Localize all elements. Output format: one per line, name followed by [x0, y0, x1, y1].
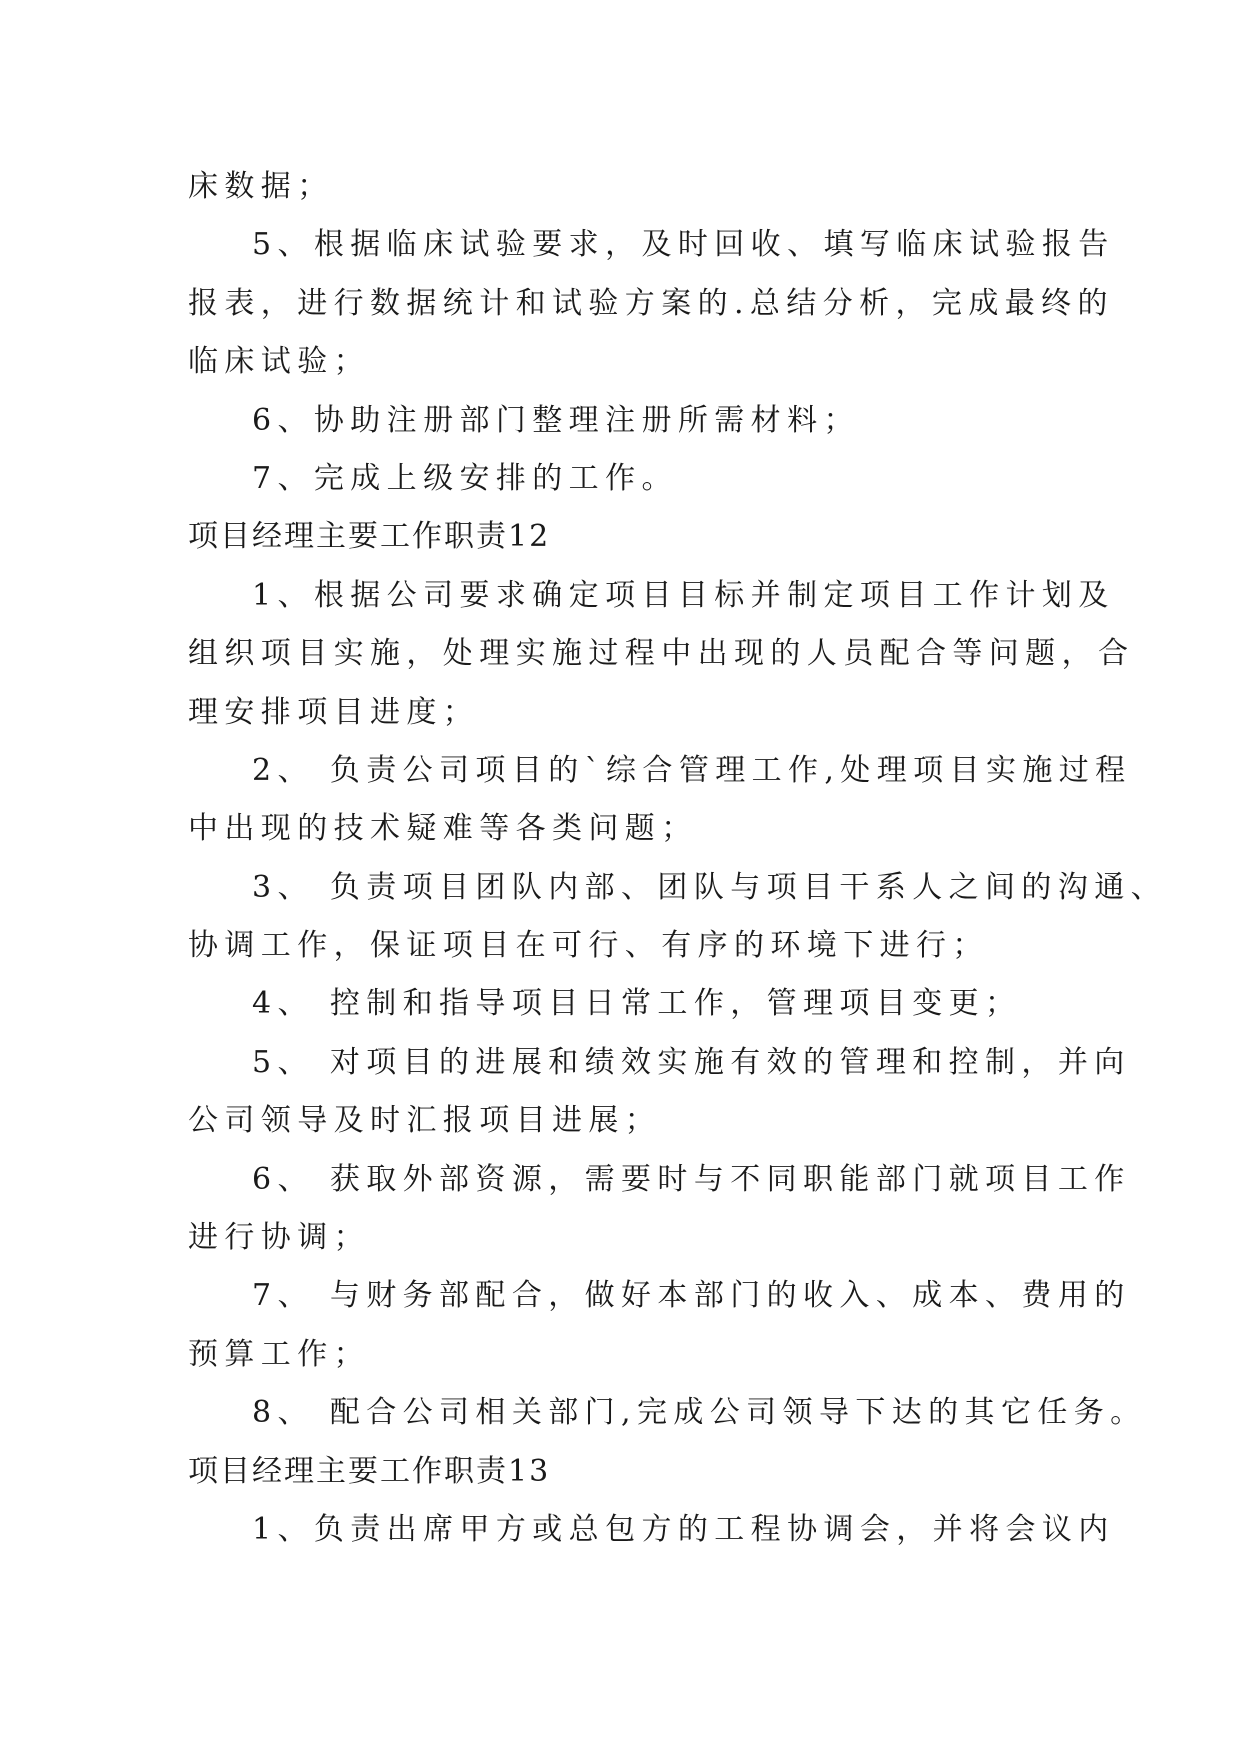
text-line: 报表，进行数据统计和试验方案的.总结分析，完成最终的 [188, 285, 1114, 321]
text-line: 协调工作，保证项目在可行、有序的环境下进行； [188, 928, 989, 964]
section-heading-13: 项目经理主要工作职责13 [188, 1453, 551, 1489]
text-line: 中出现的技术疑难等各类问题； [188, 811, 698, 847]
list-item-5: 5、 对项目的进展和绩效实施有效的管理和控制，并向 [252, 1044, 1131, 1080]
list-item-6: 6、协助注册部门整理注册所需材料； [252, 402, 860, 438]
list-item-8: 8、 配合公司相关部门,完成公司领导下达的其它任务。 [252, 1395, 1147, 1431]
list-item-2: 2、 负责公司项目的`综合管理工作,处理项目实施过程 [252, 752, 1132, 788]
text-line: 临床试验； [188, 344, 370, 380]
text-line: 理安排项目进度； [188, 694, 480, 730]
text-line: 公司领导及时汇报项目进展； [188, 1103, 662, 1139]
list-item-5: 5、根据临床试验要求，及时回收、填写临床试验报告 [252, 227, 1115, 263]
text-line: 进行协调； [188, 1220, 370, 1256]
document-body [188, 158, 1168, 1559]
list-item-1: 1、负责出席甲方或总包方的工程协调会，并将会议内 [252, 1511, 1115, 1547]
text-line: 组织项目实施，处理实施过程中出现的人员配合等问题，合 [188, 636, 1135, 672]
list-item-3: 3、 负责项目团队内部、团队与项目干系人之间的沟通、 [252, 869, 1168, 905]
list-item-7: 7、完成上级安排的工作。 [252, 460, 678, 496]
section-heading-12: 项目经理主要工作职责12 [188, 519, 551, 555]
list-item-7: 7、 与财务部配合，做好本部门的收入、成本、费用的 [252, 1278, 1131, 1314]
list-item-4: 4、 控制和指导项目日常工作，管理项目变更； [252, 986, 1022, 1022]
list-item-6: 6、 获取外部资源，需要时与不同职能部门就项目工作 [252, 1161, 1131, 1197]
list-item-1: 1、根据公司要求确定项目目标并制定项目工作计划及 [252, 577, 1115, 613]
text-line: 预算工作； [188, 1336, 370, 1372]
text-line: 床数据； [188, 169, 334, 204]
